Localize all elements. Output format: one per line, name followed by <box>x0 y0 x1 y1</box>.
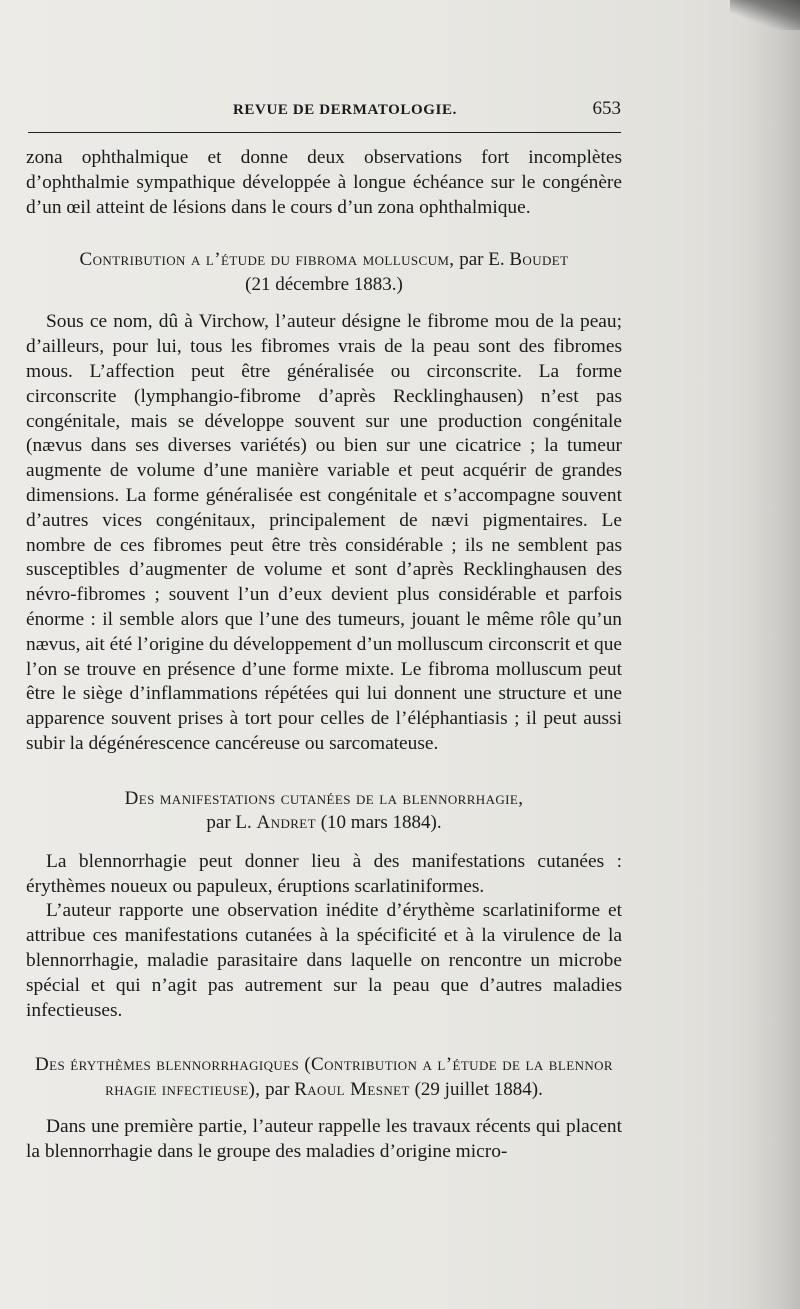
article-author-fibroma: Boudet <box>509 249 569 271</box>
page-body <box>26 146 622 1165</box>
article-title-erythemes-line-2: rhagie infectieuse), <box>105 1078 261 1100</box>
blenno-paragraph-1: La blennorrhagie peut donner lieu à des manifestations cutanées : érythèmes noueux ou papuleux, éruptions scarlatiniformes. <box>26 850 622 897</box>
article-title-fibroma: Contribution a l’étude du fibroma molluscum, <box>79 249 455 271</box>
article-title-erythemes-line-1: Des érythèmes blennorrhagiques (Contribution a l’étude de la blennor <box>35 1054 613 1076</box>
page-number: 653 <box>592 98 621 119</box>
page-header <box>28 96 621 133</box>
article-author-blenno: Andret <box>256 812 316 834</box>
article-heading-fibroma <box>26 248 622 297</box>
intro-paragraph: zona ophthalmique et donne deux observations fort incomplètes d’ophthalmie sympathique développée à longue échéance sur le congénère d’un œil atteint de lésions dans le cours d’un zona ophthalmique. <box>26 147 622 218</box>
running-head: REVUE DE DERMATOLOGIE. <box>233 102 457 118</box>
erythemes-paragraph: Dans une première partie, l’auteur rappelle les travaux récents qui placent la blennorrhagie dans le groupe des maladies d’origine micro- <box>26 1116 622 1163</box>
article-date-fibroma: (21 décembre 1883.) <box>245 273 403 295</box>
article-author-erythemes: Raoul Mesnet <box>294 1078 410 1100</box>
article-byline-erythemes: par <box>260 1078 295 1100</box>
page-corner-fold <box>730 0 800 30</box>
blenno-paragraph-2: L’auteur rapporte une observation inédite d’érythème scarlatiniforme et attribue ces manifestations cutanées à la spécificité et à la virulence de la blennorrhagie, maladie parasitaire dans laquelle on rencontre un microbe spécial et qui n’agit pas autrement sur la peau que d’autres maladies infectieuses. <box>26 900 622 1021</box>
article-date-blenno: (10 mars 1884). <box>315 812 442 834</box>
article-heading-blenno <box>26 787 622 836</box>
article-title-blenno: Des manifestations cutanées de la blennorrhagie, <box>124 787 524 809</box>
article-byline-fibroma: par E. <box>454 249 510 271</box>
article-byline-blenno: par L. <box>206 812 257 834</box>
fibroma-paragraph: Sous ce nom, dû à Virchow, l’auteur désigne le fibrome mou de la peau; d’ailleurs, pour lui, tous les fibromes vrais de la peau sont des fibromes mous. L’affection peut être généralisée ou circonscrite. La forme circonscrite (lymphangio-fibrome d’après Recklinghausen) n’est pas congénitale, mais se développe souvent sur une production congénitale (nævus dans ses diverses variétés) ou bien sur une cicatrice ; la tumeur augmente de volume d’une manière variable et peut acquérir de grandes dimensions. La forme généralisée est congénitale et s’accompagne souvent d’autres vices congénitaux, principalement de nævi pigmentaires. Le nombre de ces fibromes peut être très considérable ; ils ne semblent pas susceptibles d’augmenter de volume et sont d’après Recklinghausen des névro-fibromes ; souvent l’un d’eux devient plus considérable et parfois énorme : il semble alors que l’une des tumeurs, jouant le même rôle qu’un nævus, ait été l’origine du développement d’un molluscum circonscrit et que l’on se trouve en présence d’une forme mixte. Le fibroma molluscum peut être le siège d’inflammations répétées qui lui donnent une structure et une apparence souvent prises à tort pour celles de l’éléphantiasis ; il peut aussi subir la dégénérescence cancéreuse ou sarcomateuse. <box>26 311 622 754</box>
page-edge-shadow <box>740 0 800 1309</box>
article-heading-erythemes <box>26 1053 622 1102</box>
article-date-erythemes: (29 juillet 1884). <box>409 1078 543 1100</box>
